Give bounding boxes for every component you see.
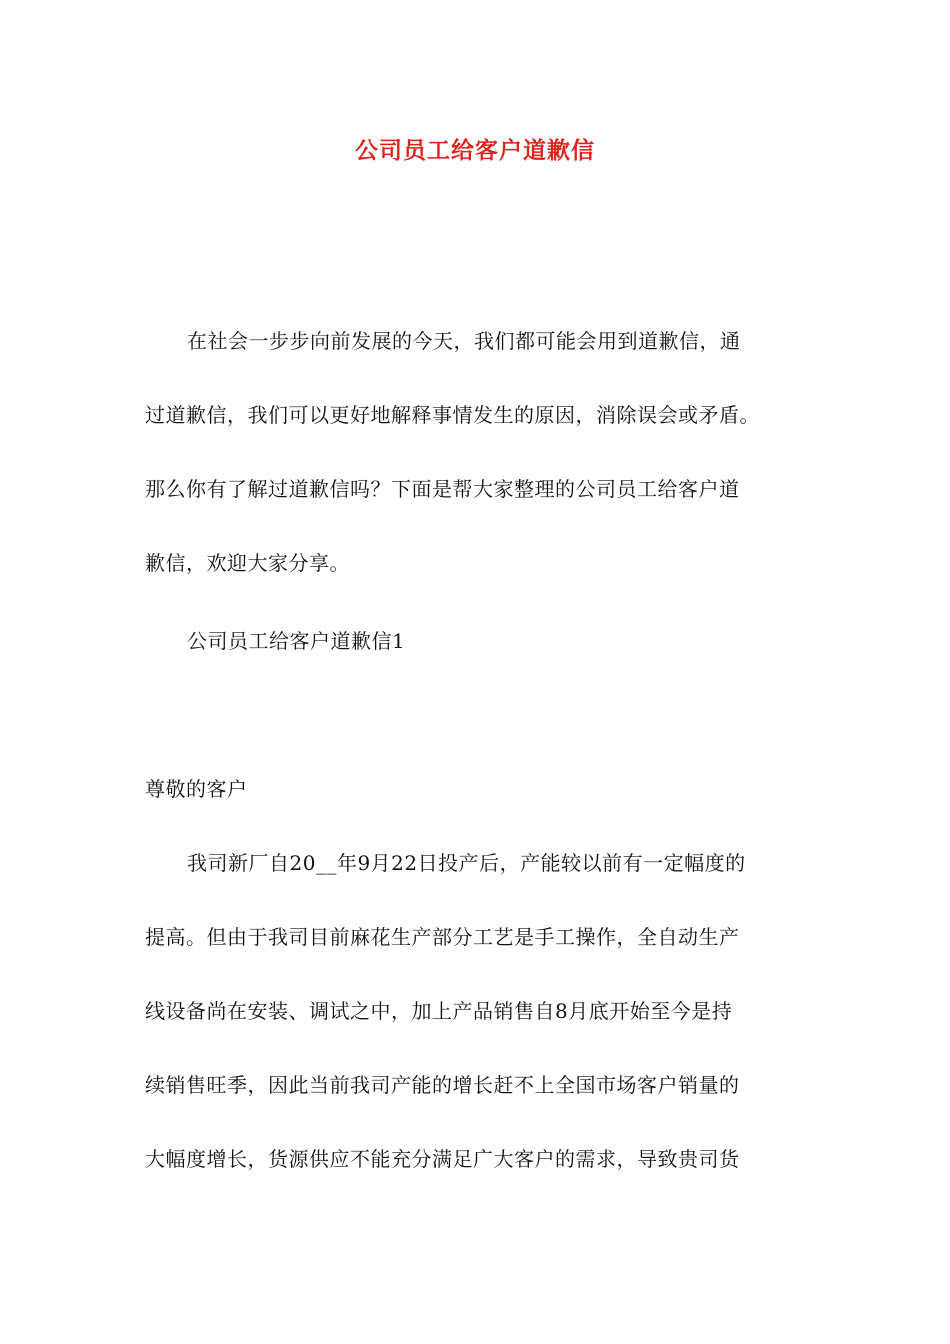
intro-paragraph xyxy=(145,304,817,600)
document-title: 公司员工给客户道歉信 xyxy=(355,138,595,164)
letter-line: 续销售旺季，因此当前我司产能的增长赶不上全国市场客户销量的 xyxy=(145,1073,740,1097)
letter-line: 我司新厂自20__年9月22日投产后，产能较以前有一定幅度的 xyxy=(187,851,746,875)
letter-paragraph xyxy=(145,826,817,1196)
salutation: 尊敬的客户 xyxy=(145,777,248,801)
letter-line: 提高。但由于我司目前麻花生产部分工艺是手工操作，全自动生产 xyxy=(145,925,740,949)
intro-line: 过道歉信，我们可以更好地解释事情发生的原因，消除误会或矛盾。 xyxy=(145,403,760,427)
intro-line: 歉信，欢迎大家分享。 xyxy=(145,551,350,575)
letter-line: 大幅度增长，货源供应不能充分满足广大客户的需求，导致贵司货 xyxy=(145,1147,740,1171)
letter-line: 线设备尚在安装、调试之中，加上产品销售自8月底开始至今是持 xyxy=(145,999,733,1023)
intro-line: 在社会一步步向前发展的今天，我们都可能会用到道歉信，通 xyxy=(187,329,741,353)
intro-line: 那么你有了解过道歉信吗？下面是帮大家整理的公司员工给客户道 xyxy=(145,477,740,501)
section-heading: 公司员工给客户道歉信1 xyxy=(187,629,406,653)
